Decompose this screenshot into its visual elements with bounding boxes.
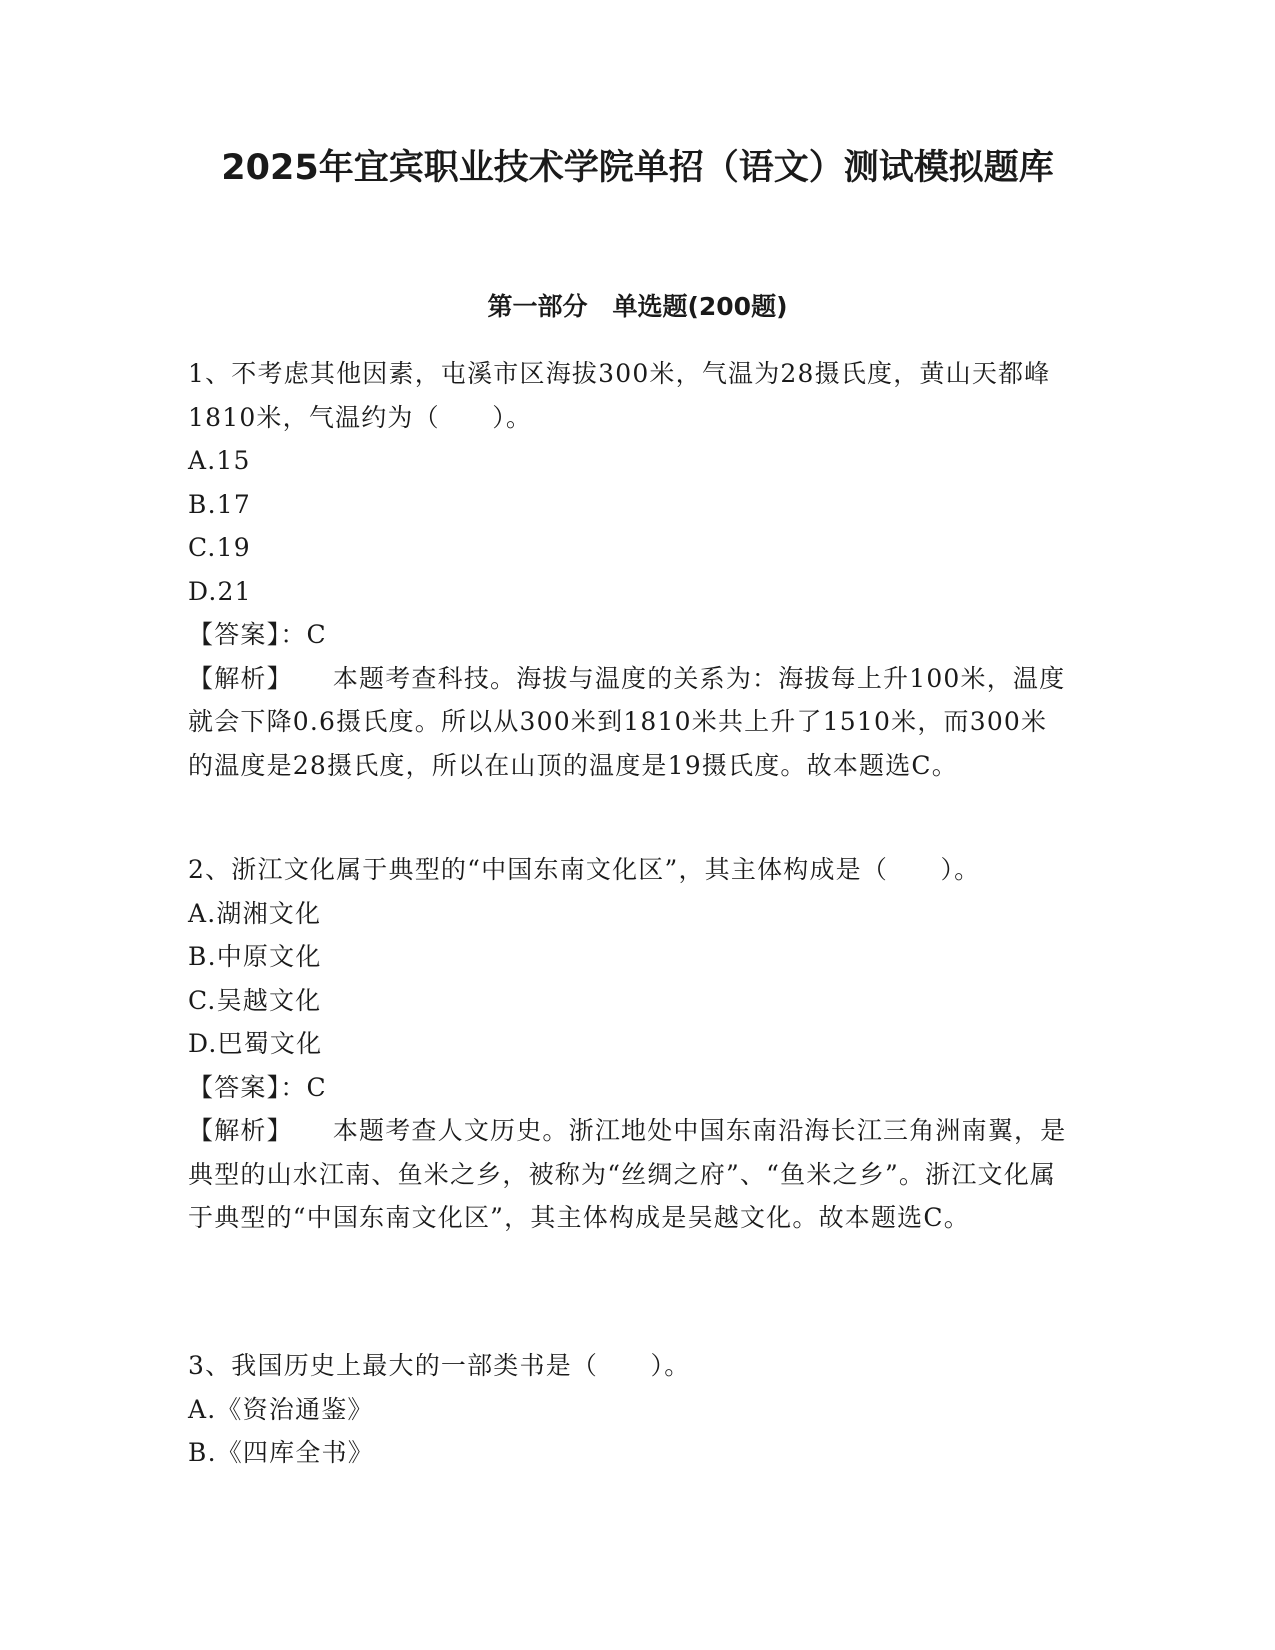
explanation-text: 本题考查人文历史。浙江地处中国东南沿海长江三角洲南翼，是典型的山水江南、鱼米之乡，被称为“丝绸之府”、“鱼米之乡”。浙江文化属于典型的“中国东南文化区”，其主体构成是吴越文化。故本题选C。	[188, 1116, 1067, 1232]
explanation	[188, 1109, 1068, 1240]
option-d: D.21	[188, 576, 252, 606]
explanation-text: 本题考查科技。海拔与温度的关系为：海拔每上升100米，温度就会下降0.6摄氏度。所以从300米到1810米共上升了1510米，而300米的温度是28摄氏度，所以在山顶的温度是19摄氏度。故本题选C。	[188, 663, 1066, 780]
question-stem: 3、我国历史上最大的一部类书是（ ）。	[188, 1351, 691, 1380]
answer-value: ：C	[280, 620, 327, 649]
option-a: A.15	[188, 446, 251, 475]
explanation	[188, 657, 1068, 788]
explanation-label: 【解析】	[188, 663, 293, 693]
explanation-label: 【解析】	[188, 1116, 293, 1145]
option-a: A.湖湘文化	[188, 898, 322, 928]
question-3	[188, 1344, 1068, 1475]
answer-line	[188, 613, 1068, 657]
answer-value: ：C	[280, 1072, 327, 1102]
option-c: C.吴越文化	[188, 985, 322, 1015]
option-a: A.《资治通鉴》	[188, 1394, 374, 1424]
option-b: B.中原文化	[188, 942, 322, 971]
section-heading: 第一部分 单选题(200题)	[487, 292, 788, 321]
answer-label: 【答案】	[188, 1072, 281, 1102]
question-1	[188, 352, 1068, 787]
answer-line	[188, 1066, 1068, 1110]
question-stem: 2、浙江文化属于典型的“中国东南文化区”，其主体构成是（ ）。	[188, 855, 981, 884]
answer-label: 【答案】	[188, 620, 281, 649]
question-2	[188, 848, 1068, 1240]
option-b: B.《四库全书》	[188, 1438, 374, 1467]
question-stem: 1、不考虑其他因素，屯溪市区海拔300米，气温为28摄氏度，黄山天都峰1810米，气温约为（ ）。	[188, 359, 1051, 432]
option-d: D.巴蜀文化	[188, 1029, 323, 1058]
document-title: 2025年宜宾职业技术学院单招（语文）测试模拟题库	[221, 148, 1054, 188]
option-b: B.17	[188, 489, 251, 519]
option-c: C.19	[188, 533, 251, 562]
